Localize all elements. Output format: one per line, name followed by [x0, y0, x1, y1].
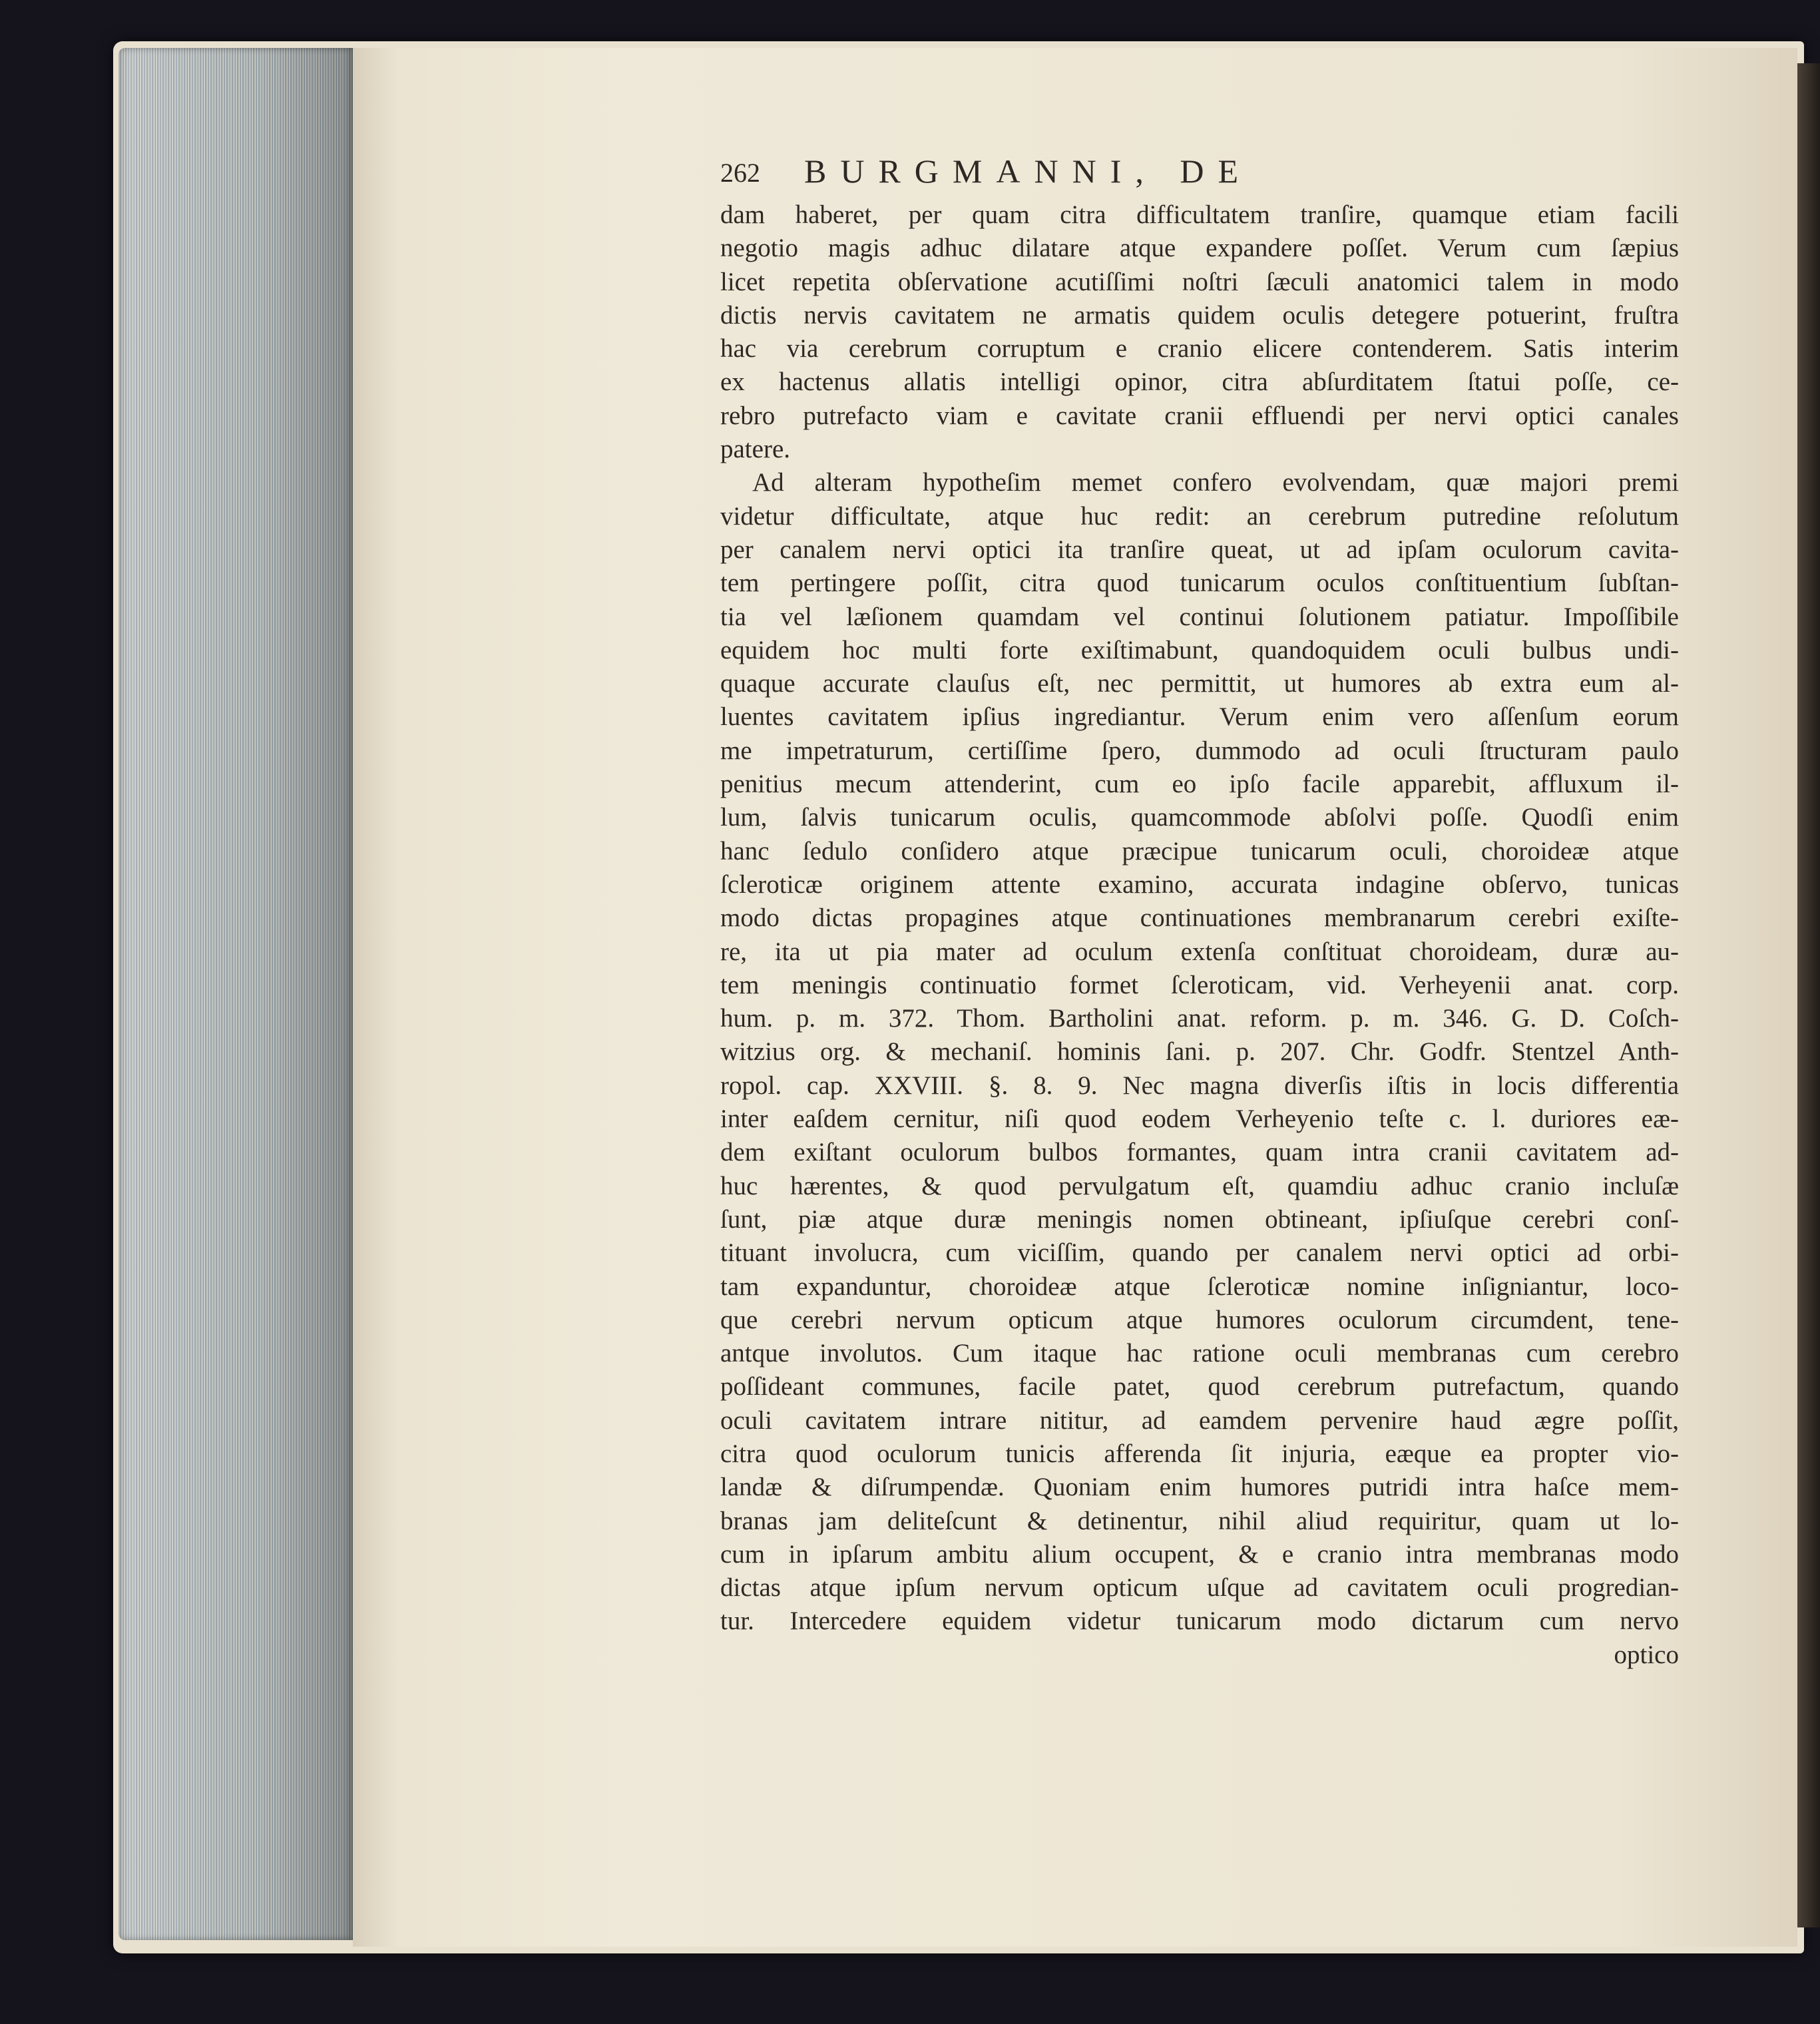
text-line: dam haberet, per quam citra difficultatem tranſire, quamque etiam facili: [720, 200, 1679, 229]
text-line: me impetraturum, certiſſime ſpero, dummodo ad oculi ſtructuram paulo: [720, 736, 1679, 765]
text-line: branas jam deliteſcunt & detinentur, nihil aliud requiritur, quam ut lo-: [720, 1506, 1679, 1535]
text-line: lum, ſalvis tunicarum oculis, quamcommode abſolvi poſſe. Quodſi enim: [720, 803, 1679, 832]
text-line: poſſideant communes, facile patet, quod cerebrum putrefactum, quando: [720, 1372, 1679, 1401]
text-block: [720, 152, 1679, 1672]
text-line: dictis nervis cavitatem ne armatis quidem oculis detegere potuerint, fruſtra: [720, 300, 1679, 330]
text-line: patere.: [720, 435, 791, 464]
text-line: tur. Intercedere equidem videtur tunicarum modo dictarum cum nervo: [720, 1607, 1679, 1636]
text-line: rebro putrefacto viam e cavitate cranii effluendi per nervi optici canales: [720, 401, 1679, 430]
text-line: ſcleroticæ originem attente examino, accurata indagine obſervo, tunicas: [720, 870, 1679, 899]
text-line: tituant involucra, cum viciſſim, quando per canalem nervi optici ad orbi-: [720, 1238, 1679, 1268]
text-line: videtur difficultate, atque huc redit: an cerebrum putredine reſolutum: [720, 501, 1679, 531]
text-line: per canalem nervi optici ita tranſire queat, ut ad ipſam oculorum cavita-: [720, 535, 1679, 564]
text-line: huc hærentes, & quod pervulgatum eſt, quamdiu adhuc cranio incluſæ: [720, 1171, 1679, 1200]
text-line: antque involutos. Cum itaque hac ratione oculi membranas cum cerebro: [720, 1339, 1679, 1368]
text-line: negotio magis adhuc dilatare atque expandere poſſet. Verum cum ſæpius: [720, 234, 1679, 263]
text-line: tia vel læſionem quamdam vel continui ſolutionem patiatur. Impoſſibile: [720, 602, 1679, 631]
text-line: luentes cavitatem ipſius ingrediantur. Verum enim vero aſſenſum eorum: [720, 702, 1679, 732]
text-line: ex hactenus allatis intelligi opinor, citra abſurditatem ſtatui poſſe, ce-: [720, 368, 1679, 397]
text-line: dictas atque ipſum nervum opticum uſque ad cavitatem oculi progredian-: [720, 1573, 1679, 1603]
binding-edge: [1797, 63, 1820, 1927]
text-line: licet repetita obſervatione acutiſſimi noſtri ſæculi anatomici talem in modo: [720, 267, 1679, 296]
text-line: ſunt, piæ atque duræ meningis nomen obtineant, ipſiuſque cerebri conſ-: [720, 1204, 1679, 1234]
running-head: [720, 152, 1679, 198]
text-line: hac via cerebrum corruptum e cranio elicere contenderem. Satis interim: [720, 334, 1679, 364]
text-line: cum in ipſarum ambitu alium occupent, & e cranio intra membranas modo: [720, 1539, 1679, 1569]
text-line: tem pertingere poſſit, citra quod tunicarum oculos conſtituentium ſubſtan-: [720, 569, 1679, 598]
text-line: re, ita ut pia mater ad oculum extenſa conſtituat choroideam, duræ au-: [720, 937, 1679, 966]
page-number: 262: [720, 158, 760, 188]
text-line: hanc ſedulo conſidero atque præcipue tunicarum oculi, choroideæ atque: [720, 836, 1679, 866]
text-line: citra quod oculorum tunicis afferenda ſit injuria, eæque ea propter vio-: [720, 1439, 1679, 1468]
text-line: Ad alteram hypotheſim memet confero evolvendam, quæ majori premi: [752, 468, 1679, 497]
text-line: landæ & diſrumpendæ. Quoniam enim humores putridi intra haſce mem-: [720, 1473, 1679, 1502]
text-line: que cerebri nervum opticum atque humores oculorum circumdent, tene-: [720, 1305, 1679, 1334]
text-line: witzius org. & mechaniſ. hominis ſani. p. 207. Chr. Godfr. Stentzel Anth-: [720, 1037, 1679, 1067]
text-line: modo dictas propagines atque continuationes membranarum cerebri exiſte-: [720, 903, 1679, 933]
text-line: penitius mecum attenderint, cum eo ipſo facile apparebit, affluxum il-: [720, 770, 1679, 799]
running-head-title: BURGMANNI, DE: [804, 152, 1252, 190]
page-edges-shade: [118, 48, 353, 1940]
text-line: quaque accurate clauſus eſt, nec permittit, ut humores ab extra eum al-: [720, 669, 1679, 698]
text-line: optico: [1614, 1640, 1679, 1669]
text-line: hum. p. m. 372. Thom. Bartholini anat. reform. p. m. 346. G. D. Coſch-: [720, 1004, 1679, 1033]
text-line: tam expanduntur, choroideæ atque ſcleroticæ nomine inſigniantur, loco-: [720, 1272, 1679, 1301]
text-line: dem exiſtant oculorum bulbos formantes, quam intra cranii cavitatem ad-: [720, 1138, 1679, 1167]
text-line: equidem hoc multi forte exiſtimabunt, quandoquidem oculi bulbus undi-: [720, 635, 1679, 664]
text-line: inter eaſdem cernitur, niſi quod eodem Verheyenio teſte c. l. duriores eæ-: [720, 1105, 1679, 1134]
text-line: ropol. cap. XXVIII. §. 8. 9. Nec magna diverſis iſtis in locis differentia: [720, 1071, 1679, 1100]
text-line: tem meningis continuatio formet ſcleroticam, vid. Verheyenii anat. corp.: [720, 970, 1679, 999]
body-text: [720, 198, 1679, 1672]
text-line: oculi cavitatem intrare nititur, ad eamdem pervenire haud ægre poſſit,: [720, 1405, 1679, 1435]
